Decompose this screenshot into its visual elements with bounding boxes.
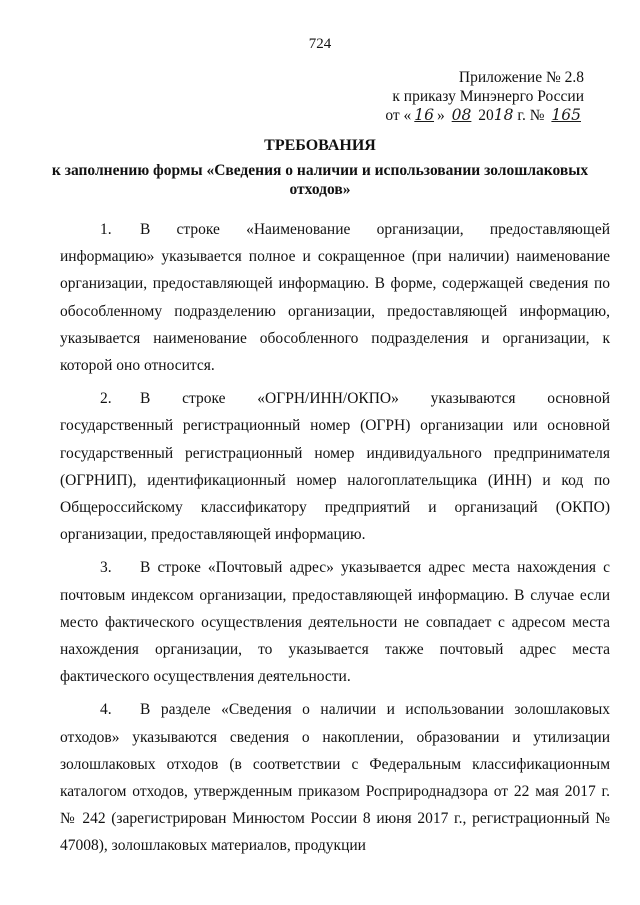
paragraph-text: В строке «Наименование организации, предоставляющей информацию» указывается полное и сокращенное (при наличии) наименование организации, предоставляющей информацию. В форме, содержащей сведения по обособленному подразделению организации, предоставляющей информацию, указывается наименование обособленного подразделения и организации, к которой оно относится.	[60, 221, 610, 375]
paragraph-text: В разделе «Сведения о наличии и использовании золошлаковых отходов» указываются сведения о накоплении, образовании и утилизации золошлаковых отходов (в соответствии с Федеральным классификационным каталогом отходов, утвержденным приказом Росприроднадзора от 22 мая 2017 г. № 242 (зарегистрирован Минюстом России 8 июня 2017 г., регистрационный № 47008), золошлаковых материалов, продукции	[60, 701, 610, 855]
paragraph-1	[60, 216, 610, 379]
appendix-order-ref: к приказу Минэнерго России	[392, 88, 584, 105]
handwritten-order-number: 165	[551, 106, 581, 124]
date-prefix: от «	[385, 107, 412, 124]
paragraph-number: 2.	[100, 390, 112, 408]
handwritten-year: 18	[493, 106, 514, 124]
year-label: г. №	[517, 107, 545, 124]
paragraph-text: В строке «ОГРН/ИНН/ОКПО» указываются основной государственный регистрационный номер (ОГРН) организации или основной государственный регистрационный номер индивидуального предпринимателя (ОГРНИП), идентификационный номер налогоплательщика (ИНН) и код по Общероссийскому классификатору предприятий и организаций (ОКПО) организации, предоставляющей информацию.	[60, 390, 610, 544]
date-mid: »	[437, 107, 445, 124]
paragraph-3	[60, 554, 610, 690]
document-title-block	[40, 136, 600, 199]
page-number: 724	[308, 36, 332, 52]
appendix-block	[385, 68, 584, 125]
appendix-title: Приложение № 2.8	[458, 69, 584, 86]
paragraph-2	[60, 385, 610, 548]
paragraph-text: В строке «Почтовый адрес» указывается адрес места нахождения с почтовым индексом организации, предоставляющей информацию. В случае если место фактического осуществления деятельности не совпадает с адресом места нахождения организации, то указывается также почтовый адрес места фактического осуществления деятельности.	[60, 559, 610, 686]
year-prefix: 20	[478, 107, 494, 124]
handwritten-day: 16	[414, 106, 435, 124]
paragraph-number: 3.	[100, 559, 112, 577]
paragraph-number: 4.	[100, 701, 112, 719]
document-title: ТРЕБОВАНИЯ	[264, 137, 376, 154]
document-subtitle: к заполнению формы «Сведения о наличии и использовании золошлаковых отходов»	[51, 162, 589, 198]
document-body	[60, 216, 610, 866]
handwritten-month: 08	[451, 106, 472, 124]
paragraph-4	[60, 696, 610, 859]
paragraph-number: 1.	[100, 221, 112, 238]
appendix-date-line	[385, 106, 584, 125]
